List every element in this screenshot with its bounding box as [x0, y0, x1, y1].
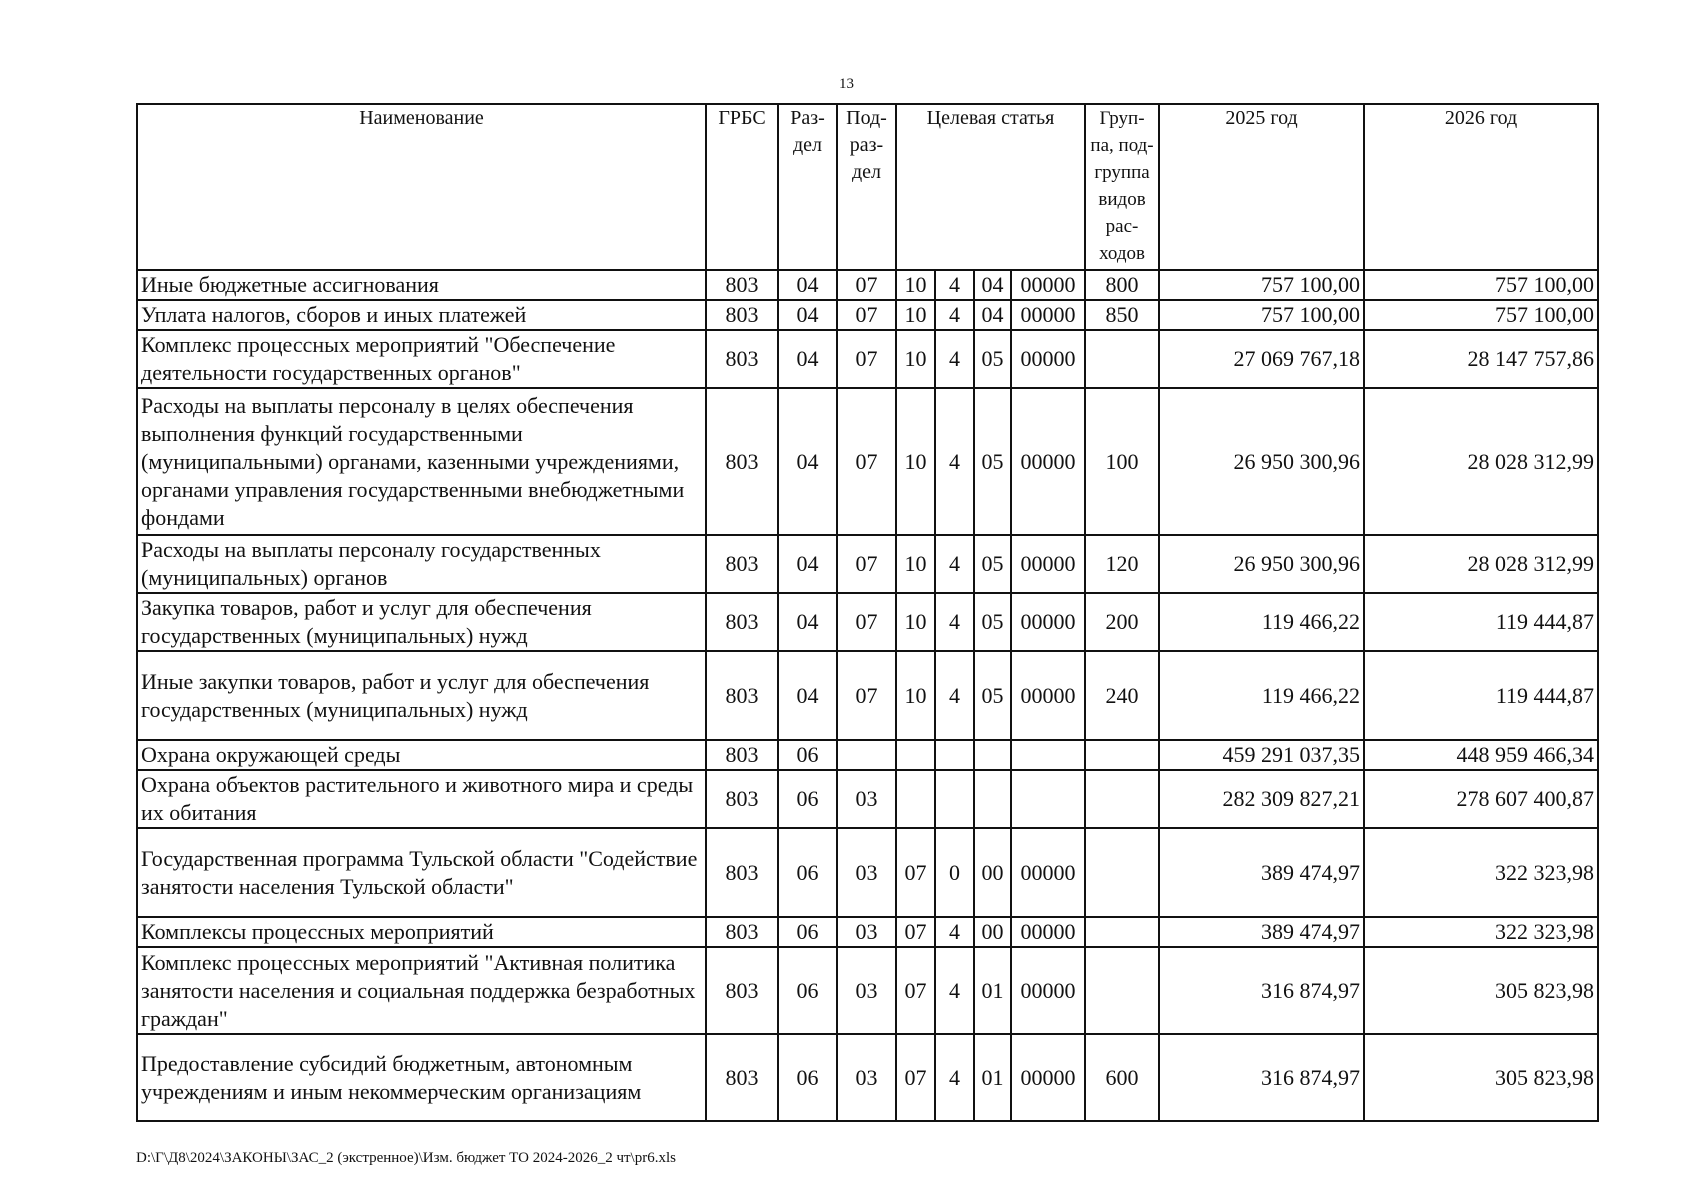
row-target-structure: 05 [974, 330, 1011, 388]
table-row [137, 828, 1598, 917]
row-target-type [935, 770, 974, 828]
row-target-direction: 00000 [1011, 947, 1085, 1034]
row-target-direction [1011, 770, 1085, 828]
row-target-program: 10 [896, 651, 935, 740]
row-target-structure: 01 [974, 1034, 1011, 1121]
header-group: Груп- па, под- группа видов рас- ходов [1085, 104, 1159, 270]
row-target-direction: 00000 [1011, 917, 1085, 947]
row-amount-2025: 459 291 037,35 [1159, 740, 1364, 770]
header-2025: 2025 год [1159, 104, 1364, 270]
row-amount-2026: 757 100,00 [1364, 300, 1598, 330]
row-amount-2026: 757 100,00 [1364, 270, 1598, 300]
row-grbs: 803 [706, 828, 778, 917]
row-name: Комплекс процессных мероприятий "Активная политика занятости населения и социальная поддержка безработных граждан" [137, 947, 706, 1034]
table-row [137, 330, 1598, 388]
row-target-structure: 04 [974, 270, 1011, 300]
row-target-direction [1011, 740, 1085, 770]
row-grbs: 803 [706, 947, 778, 1034]
row-amount-2025: 27 069 767,18 [1159, 330, 1364, 388]
row-section: 06 [778, 947, 837, 1034]
header-subsection: Под- раз- дел [837, 104, 896, 270]
row-amount-2026: 119 444,87 [1364, 593, 1598, 651]
row-name: Расходы на выплаты персоналу государственных (муниципальных) органов [137, 535, 706, 593]
table-row [137, 1034, 1598, 1121]
row-amount-2026: 305 823,98 [1364, 1034, 1598, 1121]
row-name: Закупка товаров, работ и услуг для обеспечения государственных (муниципальных) нужд [137, 593, 706, 651]
row-target-structure: 01 [974, 947, 1011, 1034]
row-name: Охрана объектов растительного и животного мира и среды их обитания [137, 770, 706, 828]
row-target-structure: 00 [974, 917, 1011, 947]
row-target-type: 4 [935, 388, 974, 535]
row-amount-2026: 28 028 312,99 [1364, 388, 1598, 535]
row-grbs: 803 [706, 770, 778, 828]
row-expense-group [1085, 947, 1159, 1034]
row-expense-group: 240 [1085, 651, 1159, 740]
table-row [137, 270, 1598, 300]
row-amount-2025: 282 309 827,21 [1159, 770, 1364, 828]
table-row [137, 740, 1598, 770]
table-row [137, 770, 1598, 828]
row-section: 04 [778, 388, 837, 535]
row-target-direction: 00000 [1011, 330, 1085, 388]
row-amount-2026: 322 323,98 [1364, 828, 1598, 917]
row-expense-group: 800 [1085, 270, 1159, 300]
row-grbs: 803 [706, 300, 778, 330]
row-grbs: 803 [706, 1034, 778, 1121]
row-subsection: 03 [837, 917, 896, 947]
row-name: Предоставление субсидий бюджетным, автономным учреждениям и иным некоммерческим организациям [137, 1034, 706, 1121]
row-amount-2026: 322 323,98 [1364, 917, 1598, 947]
row-target-type: 0 [935, 828, 974, 917]
row-target-type: 4 [935, 917, 974, 947]
row-section: 06 [778, 917, 837, 947]
row-amount-2025: 316 874,97 [1159, 1034, 1364, 1121]
row-section: 06 [778, 828, 837, 917]
row-subsection: 07 [837, 535, 896, 593]
row-target-type: 4 [935, 330, 974, 388]
row-target-type: 4 [935, 947, 974, 1034]
table-row [137, 300, 1598, 330]
row-target-direction: 00000 [1011, 1034, 1085, 1121]
row-amount-2025: 26 950 300,96 [1159, 535, 1364, 593]
row-section: 04 [778, 535, 837, 593]
row-target-direction: 00000 [1011, 270, 1085, 300]
row-subsection: 07 [837, 651, 896, 740]
table-row [137, 593, 1598, 651]
row-target-program: 07 [896, 947, 935, 1034]
row-amount-2025: 119 466,22 [1159, 593, 1364, 651]
row-grbs: 803 [706, 388, 778, 535]
row-target-program: 10 [896, 593, 935, 651]
row-subsection: 07 [837, 330, 896, 388]
row-section: 04 [778, 593, 837, 651]
budget-table [136, 103, 1599, 1122]
row-amount-2025: 389 474,97 [1159, 917, 1364, 947]
row-subsection: 03 [837, 947, 896, 1034]
row-amount-2025: 389 474,97 [1159, 828, 1364, 917]
row-subsection: 07 [837, 593, 896, 651]
row-amount-2025: 757 100,00 [1159, 270, 1364, 300]
row-name: Иные бюджетные ассигнования [137, 270, 706, 300]
row-target-structure: 05 [974, 651, 1011, 740]
row-amount-2025: 119 466,22 [1159, 651, 1364, 740]
row-amount-2025: 26 950 300,96 [1159, 388, 1364, 535]
table-row [137, 388, 1598, 535]
row-subsection: 03 [837, 770, 896, 828]
row-amount-2026: 28 028 312,99 [1364, 535, 1598, 593]
row-subsection: 07 [837, 270, 896, 300]
header-section: Раз- дел [778, 104, 837, 270]
row-amount-2026: 448 959 466,34 [1364, 740, 1598, 770]
row-target-direction: 00000 [1011, 388, 1085, 535]
row-grbs: 803 [706, 330, 778, 388]
row-section: 04 [778, 270, 837, 300]
row-section: 06 [778, 1034, 837, 1121]
row-expense-group: 850 [1085, 300, 1159, 330]
row-target-type: 4 [935, 1034, 974, 1121]
row-name: Комплексы процессных мероприятий [137, 917, 706, 947]
table-body [137, 270, 1598, 1121]
row-grbs: 803 [706, 593, 778, 651]
row-section: 06 [778, 740, 837, 770]
row-grbs: 803 [706, 535, 778, 593]
row-expense-group: 600 [1085, 1034, 1159, 1121]
row-grbs: 803 [706, 651, 778, 740]
header-name: Наименование [137, 104, 706, 270]
row-expense-group: 100 [1085, 388, 1159, 535]
table-row [137, 917, 1598, 947]
row-subsection: 03 [837, 828, 896, 917]
row-subsection: 03 [837, 1034, 896, 1121]
row-expense-group [1085, 740, 1159, 770]
row-grbs: 803 [706, 270, 778, 300]
row-name: Государственная программа Тульской области "Содействие занятости населения Тульской области" [137, 828, 706, 917]
row-expense-group [1085, 828, 1159, 917]
row-target-program: 10 [896, 300, 935, 330]
row-section: 04 [778, 330, 837, 388]
row-target-type: 4 [935, 270, 974, 300]
row-amount-2026: 119 444,87 [1364, 651, 1598, 740]
row-target-type [935, 740, 974, 770]
row-grbs: 803 [706, 740, 778, 770]
row-target-type: 4 [935, 535, 974, 593]
table-row [137, 947, 1598, 1034]
row-target-program: 07 [896, 828, 935, 917]
row-target-direction: 00000 [1011, 300, 1085, 330]
row-grbs: 803 [706, 917, 778, 947]
row-target-program: 10 [896, 535, 935, 593]
row-section: 06 [778, 770, 837, 828]
row-target-structure: 05 [974, 535, 1011, 593]
row-name: Иные закупки товаров, работ и услуг для обеспечения государственных (муниципальных) нужд [137, 651, 706, 740]
row-amount-2026: 28 147 757,86 [1364, 330, 1598, 388]
row-subsection: 07 [837, 388, 896, 535]
row-target-program [896, 770, 935, 828]
row-subsection: 07 [837, 300, 896, 330]
header-grbs: ГРБС [706, 104, 778, 270]
row-amount-2025: 757 100,00 [1159, 300, 1364, 330]
row-target-program [896, 740, 935, 770]
row-expense-group [1085, 330, 1159, 388]
row-target-structure: 05 [974, 593, 1011, 651]
row-name: Охрана окружающей среды [137, 740, 706, 770]
row-target-program: 07 [896, 917, 935, 947]
row-target-direction: 00000 [1011, 828, 1085, 917]
row-target-program: 10 [896, 270, 935, 300]
row-target-type: 4 [935, 300, 974, 330]
row-target-program: 10 [896, 388, 935, 535]
row-expense-group [1085, 770, 1159, 828]
header-2026: 2026 год [1364, 104, 1598, 270]
row-target-direction: 00000 [1011, 651, 1085, 740]
row-amount-2026: 278 607 400,87 [1364, 770, 1598, 828]
row-target-program: 07 [896, 1034, 935, 1121]
row-expense-group: 200 [1085, 593, 1159, 651]
row-expense-group: 120 [1085, 535, 1159, 593]
row-section: 04 [778, 300, 837, 330]
row-amount-2025: 316 874,97 [1159, 947, 1364, 1034]
page-number: 13 [839, 76, 854, 92]
row-target-program: 10 [896, 330, 935, 388]
row-name: Уплата налогов, сборов и иных платежей [137, 300, 706, 330]
row-target-structure [974, 740, 1011, 770]
table-row [137, 651, 1598, 740]
row-target-direction: 00000 [1011, 593, 1085, 651]
row-target-structure [974, 770, 1011, 828]
table-row [137, 535, 1598, 593]
row-target-type: 4 [935, 593, 974, 651]
row-section: 04 [778, 651, 837, 740]
row-name: Комплекс процессных мероприятий "Обеспечение деятельности государственных органов" [137, 330, 706, 388]
row-amount-2026: 305 823,98 [1364, 947, 1598, 1034]
table-header-row [137, 104, 1598, 270]
row-target-structure: 05 [974, 388, 1011, 535]
file-path-footer: D:\Г\Д8\2024\ЗАКОНЫ\ЗАС_2 (экстренное)\Изм. бюджет ТО 2024-2026_2 чт\pr6.xls [136, 1150, 676, 1166]
row-subsection [837, 740, 896, 770]
row-target-type: 4 [935, 651, 974, 740]
row-expense-group [1085, 917, 1159, 947]
row-target-direction: 00000 [1011, 535, 1085, 593]
header-target: Целевая статья [896, 104, 1085, 270]
row-target-structure: 00 [974, 828, 1011, 917]
row-name: Расходы на выплаты персоналу в целях обеспечения выполнения функций государственными (муниципальными) органами, казенными учреждениями, органами управления государственными внебюджетными фондами [137, 388, 706, 535]
row-target-structure: 04 [974, 300, 1011, 330]
